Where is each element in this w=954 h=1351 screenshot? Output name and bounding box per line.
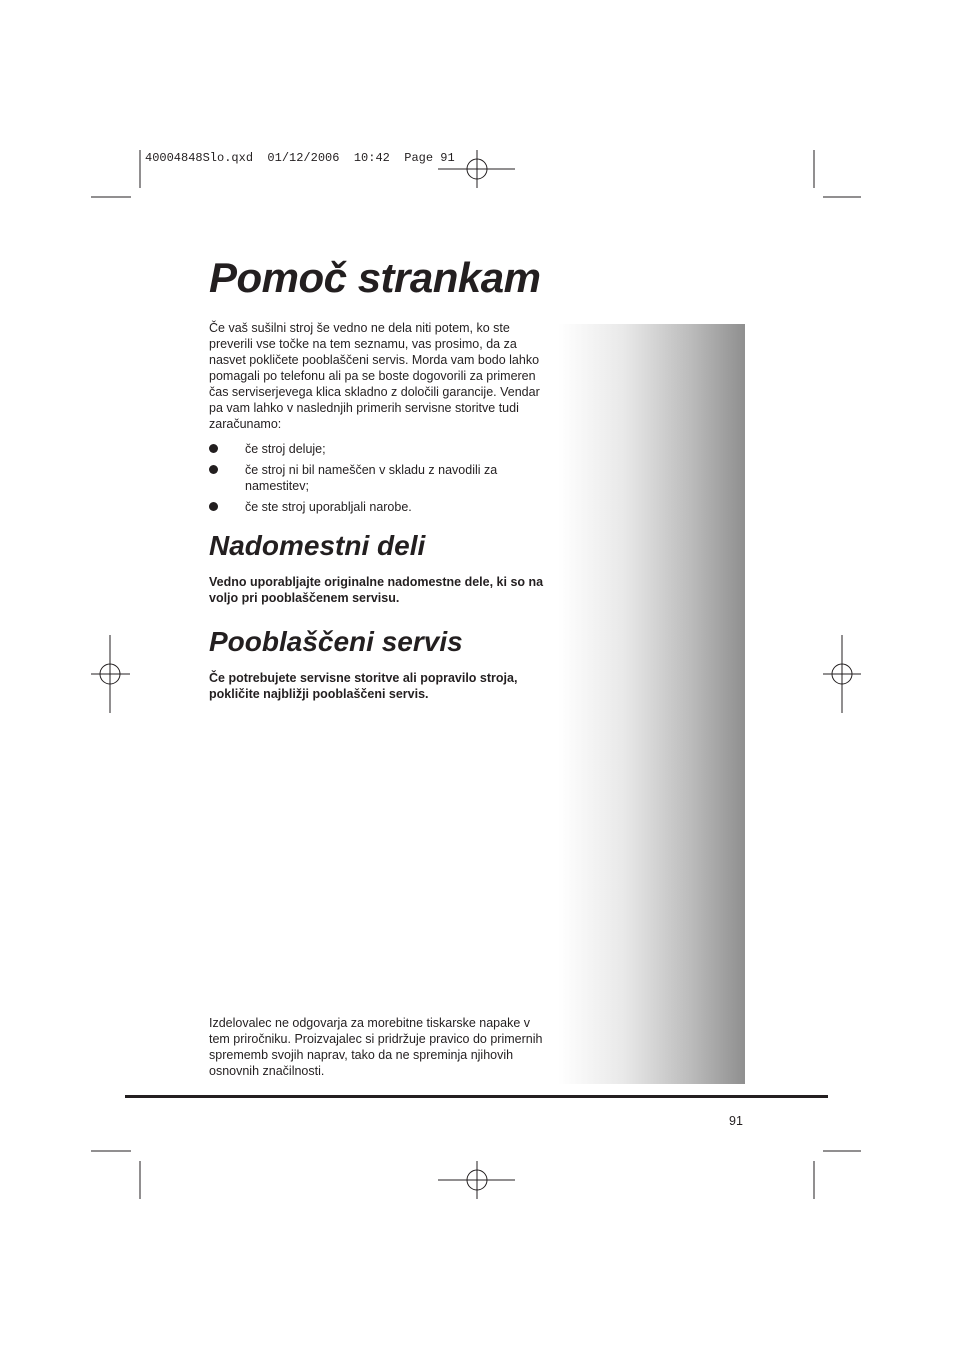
registration-mark-right [823,635,861,713]
file-slug: 40004848Slo.qxd 01/12/2006 10:42 Page 91 [145,151,455,165]
disclaimer-text: Izdelovalec ne odgovarja za morebitne tiskarske napake v tem priročniku. Proizvajalec si pridržuje pravico do primernih sprememb svojih naprav, tako da ne spreminja njihovih osnovnih značilnosti. [209,1016,543,1078]
bullet-icon [209,502,218,511]
service-block [209,670,549,702]
side-gradient-panel [558,324,745,1084]
disclaimer-block [209,1015,551,1079]
list-item [209,441,549,457]
list-item [209,499,549,515]
list-item-text: če ste stroj uporabljali narobe. [245,500,412,514]
list-item-text: če stroj ni bil nameščen v skladu z navodili za namestitev; [245,463,498,493]
page-number: 91 [729,1114,743,1128]
spare-parts-text: Vedno uporabljajte originalne nadomestne dele, ki so na voljo pri pooblaščenem servisu. [209,575,544,605]
intro-text: Če vaš sušilni stroj še vedno ne dela niti potem, ko ste preverili vse točke na tem seznamu, vas prosimo, da za nasvet pokličete pooblaščeni servis. Morda vam bodo lahko pomagali po telefonu ali pa se boste dogovorili za primeren čas serviserjevega klica skladno z določili garancije. Vendar pa vam lahko v naslednjih primerih servisne storitve tudi zaračunamo: [209,321,540,431]
spare-parts-heading: Nadomestni deli [209,530,426,561]
service-text: Če potrebujete servisne storitve ali popravilo stroja, pokličite najbližji pooblaščeni servis. [209,671,518,701]
bullet-icon [209,465,218,474]
registration-mark-left [91,635,130,713]
page-title: Pomoč strankam [209,254,541,301]
intro-block [209,320,549,520]
bullet-icon [209,444,218,453]
footer-rule [125,1095,828,1098]
registration-mark-top [438,150,515,188]
list-item [209,462,549,494]
spare-parts-block [209,574,549,606]
conditions-list [209,441,549,515]
service-heading: Pooblaščeni servis [209,626,463,657]
list-item-text: če stroj deluje; [245,442,326,456]
registration-mark-bottom [438,1161,515,1199]
